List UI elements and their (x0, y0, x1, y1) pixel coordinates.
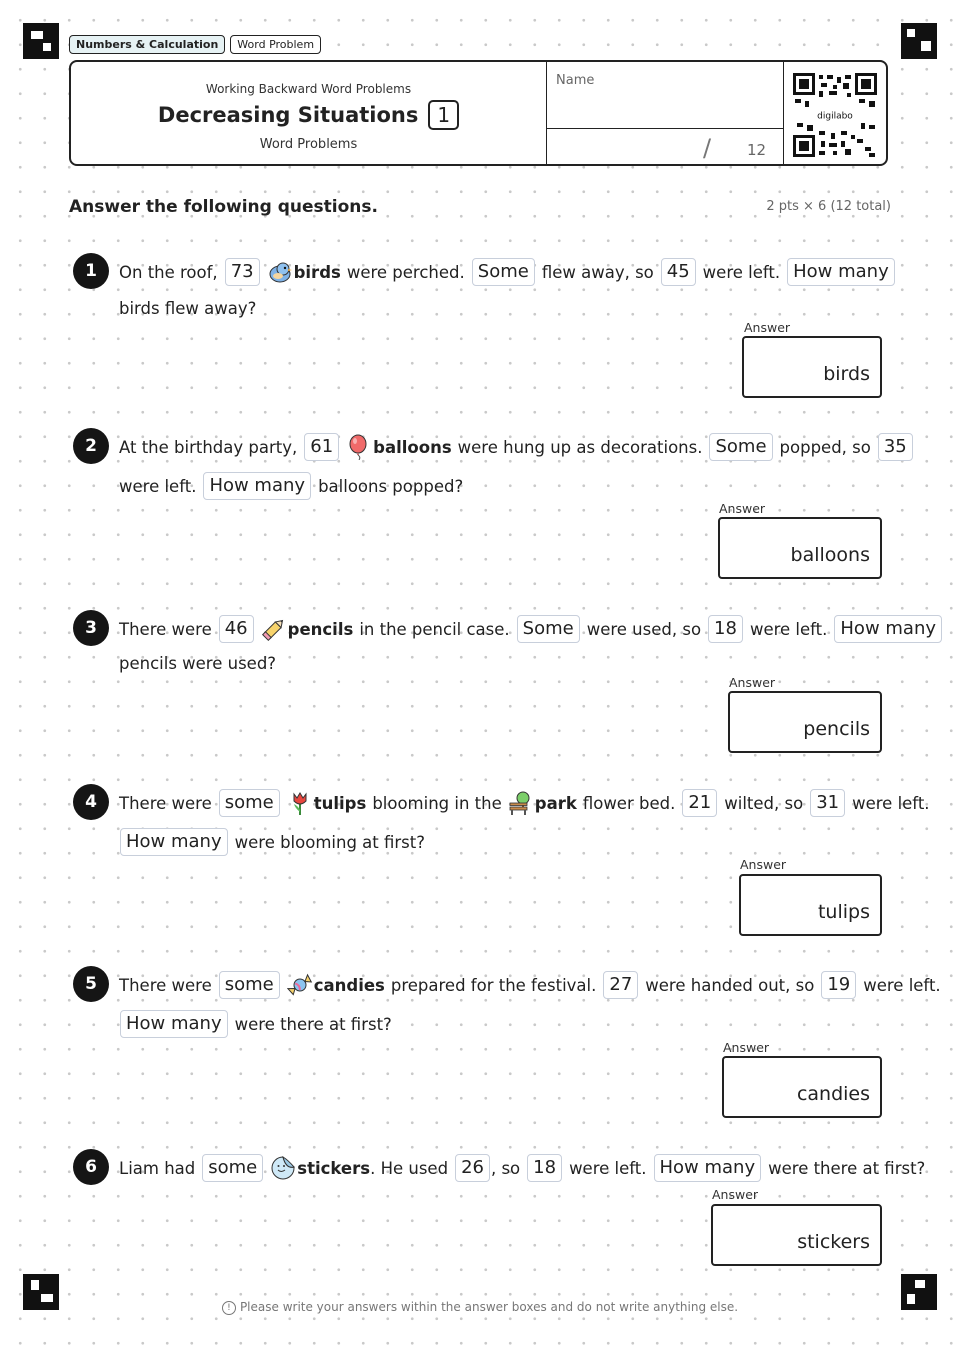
worksheet-header (69, 60, 888, 166)
question-text: pencils were used? (119, 654, 277, 673)
question-text: popped, so (779, 437, 871, 457)
value-box: How many (834, 615, 942, 643)
value-box: 61 (304, 433, 339, 461)
question-line-2 (119, 654, 276, 673)
value-box: 27 (603, 971, 638, 999)
question-number: 2 (73, 428, 109, 464)
question-text: were used, so (586, 619, 702, 639)
question-text: were left. (119, 476, 197, 496)
sticker-icon (270, 1155, 296, 1181)
question-text: blooming in the (372, 793, 502, 813)
question-text: On the roof, (119, 262, 218, 282)
question-line-1 (119, 1154, 925, 1182)
worksheet-subtitle: Working Backward Word Problems (205, 82, 412, 96)
value-box: How many (120, 828, 228, 856)
value-box: How many (654, 1154, 762, 1182)
value-box: 26 (455, 1154, 490, 1182)
answer-unit: candies (796, 1083, 870, 1105)
question-number: 6 (73, 1149, 109, 1185)
question-text: prepared for the festival. (390, 975, 597, 995)
question-line-1 (119, 971, 941, 999)
answer-box[interactable] (711, 1204, 882, 1266)
info-icon: ! (222, 1301, 236, 1315)
item-noun: birds (293, 262, 341, 282)
question-text: flew away, so (541, 262, 654, 282)
value-box: 21 (682, 789, 717, 817)
worksheet-number: 1 (428, 100, 459, 130)
qr-code-icon (793, 73, 877, 157)
name-label: Name (556, 73, 595, 88)
title-block (71, 62, 546, 164)
question-text: birds flew away? (119, 299, 257, 318)
answer-unit: birds (823, 363, 870, 385)
question-text: were blooming at first? (234, 832, 425, 852)
answer-unit: stickers (797, 1231, 870, 1253)
answer-label: Answer (723, 1040, 770, 1055)
question-text: were left. (749, 619, 828, 639)
answer-label: Answer (740, 857, 787, 872)
value-box: some (219, 971, 280, 999)
question-text: , so (490, 1158, 521, 1178)
answer-box[interactable] (739, 874, 882, 936)
question-number: 3 (73, 610, 109, 646)
value-box: How many (203, 472, 311, 500)
question-text: At the birthday party, (119, 437, 298, 457)
question-text: were left. (569, 1158, 647, 1178)
value-box: Some (709, 433, 772, 461)
item-noun: balloons (373, 437, 452, 457)
balloon-icon (346, 434, 372, 460)
answer-box[interactable] (722, 1056, 882, 1118)
answer-unit: pencils (803, 718, 870, 740)
tag-type: Word Problem (230, 35, 321, 54)
question-text: Liam had (119, 1158, 196, 1178)
tulip-icon (287, 790, 313, 816)
item-noun: park (534, 793, 577, 813)
question-text: There were (119, 975, 212, 995)
answer-box[interactable] (742, 336, 882, 398)
score-total: 12 (747, 141, 767, 159)
candy-icon (287, 972, 313, 998)
question-text: were left. (863, 975, 941, 995)
question-number: 4 (73, 784, 109, 820)
question-text: There were (119, 619, 212, 639)
question-text: were there at first? (234, 1014, 392, 1034)
worksheet-title: Decreasing Situations (157, 103, 419, 127)
question-line-1 (119, 433, 914, 461)
question-text: were perched. (346, 262, 465, 282)
question-text: were left. (702, 262, 781, 282)
question-line-2 (119, 1010, 392, 1038)
category-tags (69, 35, 321, 54)
answer-box[interactable] (718, 517, 882, 579)
value-box: 31 (810, 789, 845, 817)
question-line-2 (119, 472, 463, 500)
question-text: were hung up as decorations. (457, 437, 703, 457)
question-text: in the pencil case. (359, 619, 510, 639)
qr-code-text: digilabo (817, 111, 853, 122)
value-box: some (202, 1154, 263, 1182)
item-noun: tulips (313, 793, 367, 813)
question-number: 1 (73, 253, 109, 289)
question-text: . He used (370, 1158, 449, 1178)
footer-text: Please write your answers within the answer boxes and do not write anything else. (239, 1300, 739, 1314)
value-box: Some (472, 258, 535, 286)
name-score-block (546, 62, 784, 164)
name-score-divider (547, 128, 783, 129)
instructions: Answer the following questions. (69, 197, 378, 217)
question-text: There were (119, 793, 212, 813)
answer-label: Answer (719, 501, 766, 516)
question-text: flower bed. (582, 793, 676, 813)
answer-label: Answer (744, 320, 791, 335)
answer-label: Answer (712, 1187, 759, 1202)
park-icon (508, 790, 534, 816)
item-noun: stickers (297, 1158, 371, 1178)
corner-marker-top-left (23, 23, 59, 59)
value-box: 35 (878, 433, 913, 461)
value-box: 18 (527, 1154, 562, 1182)
value-box: 18 (708, 615, 743, 643)
answer-label: Answer (729, 675, 776, 690)
question-text: wilted, so (724, 793, 804, 813)
tag-category: Numbers & Calculation (69, 35, 225, 54)
answer-box[interactable] (728, 691, 882, 753)
score-slash: / (703, 134, 712, 162)
question-text: were left. (852, 793, 930, 813)
worksheet-caption: Word Problems (259, 137, 358, 152)
question-text: were handed out, so (645, 975, 815, 995)
points-info: 2 pts × 6 (12 total) (766, 199, 891, 214)
value-box: How many (120, 1010, 228, 1038)
value-box: How many (787, 258, 895, 286)
value-box: 45 (661, 258, 696, 286)
bird-icon (267, 259, 293, 285)
question-line-2 (119, 299, 256, 318)
question-text: balloons popped? (318, 476, 464, 496)
question-line-1 (119, 789, 930, 817)
worksheet-title-row (71, 100, 546, 130)
question-line-2 (119, 828, 425, 856)
answer-unit: tulips (817, 901, 870, 923)
corner-marker-top-right (901, 23, 937, 59)
answer-unit: balloons (790, 544, 870, 566)
value-box: Some (517, 615, 580, 643)
footer-note (0, 1300, 960, 1315)
value-box: some (219, 789, 280, 817)
question-text: were there at first? (768, 1158, 926, 1178)
question-number: 5 (73, 966, 109, 1002)
value-box: 46 (219, 615, 254, 643)
pencil-icon (261, 616, 287, 642)
item-noun: candies (313, 975, 385, 995)
value-box: 73 (225, 258, 260, 286)
item-noun: pencils (287, 619, 354, 639)
value-box: 19 (821, 971, 856, 999)
question-line-1 (119, 615, 943, 643)
question-line-1 (119, 258, 896, 286)
